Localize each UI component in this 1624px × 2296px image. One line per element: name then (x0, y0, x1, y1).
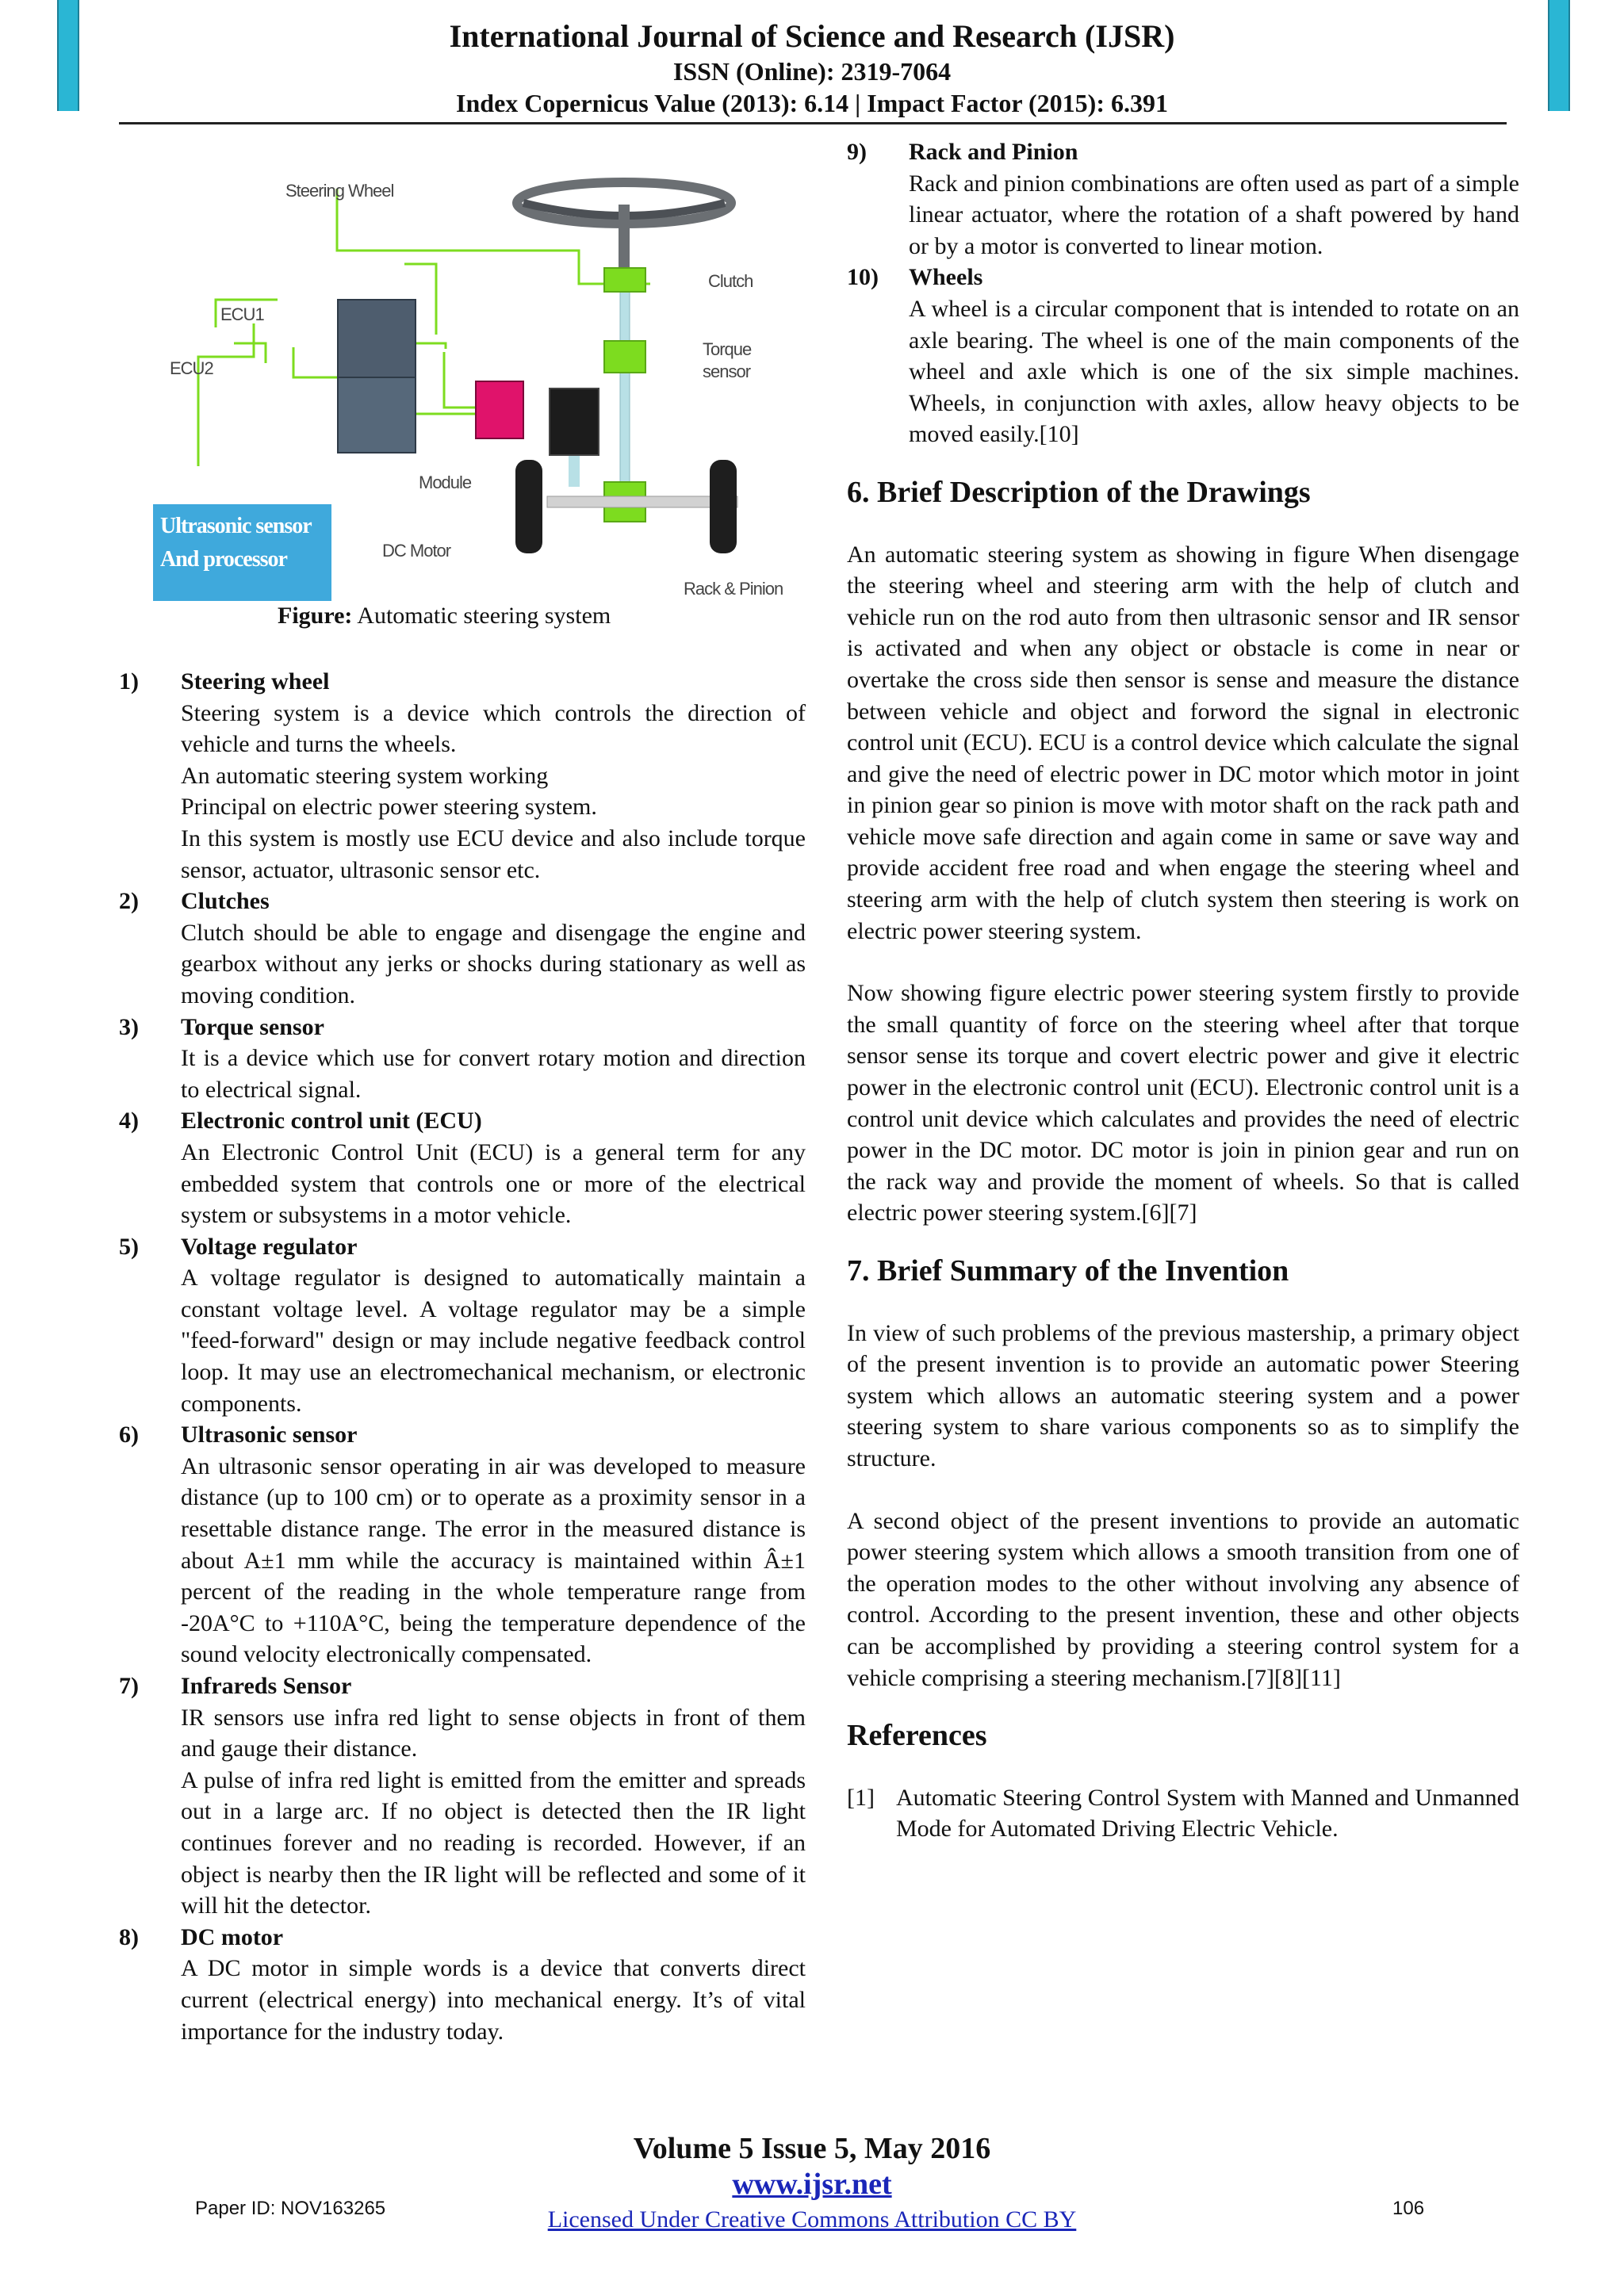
right-column (847, 136, 1519, 1845)
item-text: IR sensors use infra red light to sense objects in front of them and gauge their distance. (181, 1704, 806, 1762)
label-ecu1: ECU1 (220, 304, 264, 324)
item-title: Infrareds Sensor (181, 1673, 352, 1699)
item-number: 5) (119, 1233, 139, 1260)
footer-page-number: 106 (1392, 2198, 1425, 2219)
label-torque-2: sensor (703, 362, 751, 381)
item-number: 10) (847, 264, 879, 291)
item-title: Voltage regulator (181, 1233, 358, 1260)
reference-number: [1] (847, 1784, 875, 1811)
item-text: A pulse of infra red light is emitted from the emitter and spreads out in a large arc. If no object is detected then the IR light continues forever and no reading is recorded. However, if an object is nearby then the IR light will be reflected and some of it will hit the detector. (181, 1766, 806, 1919)
steering-column (619, 205, 630, 268)
motor-shaft (569, 455, 580, 487)
section7-heading: 7. Brief Summary of the Invention (847, 1254, 1289, 1288)
item-text: Clutch should be able to engage and disengage the engine and gearbox without any jerks or shocks during stationary as well as moving condition. (181, 919, 806, 1008)
list-item (119, 886, 806, 1011)
label-clutch: Clutch (708, 271, 753, 291)
label-module: Module (419, 473, 472, 492)
journal-title: International Journal of Science and Research (IJSR) (449, 18, 1175, 54)
figure-caption (278, 603, 611, 629)
left-items-list (119, 666, 806, 2047)
item-title: Wheels (909, 264, 983, 291)
item-number: 6) (119, 1422, 139, 1448)
label-steering-wheel: Steering Wheel (285, 181, 394, 201)
footer-site-link[interactable] (0, 2167, 1624, 2202)
caption-label: Figure: (278, 603, 353, 629)
connector-line (337, 189, 650, 284)
list-item (847, 136, 1519, 262)
dc-motor-block (550, 388, 599, 455)
steering-shaft (620, 268, 630, 514)
item-number: 2) (119, 888, 139, 915)
clutch-block (604, 268, 645, 292)
item-number: 1) (119, 668, 139, 695)
section6-heading: 6. Brief Description of the Drawings (847, 475, 1311, 509)
right-wheel (710, 460, 737, 553)
item-number: 7) (119, 1673, 139, 1699)
label-ultrasonic-2: And processor (160, 547, 287, 572)
item-text: An Electronic Control Unit (ECU) is a general term for any embedded system that controls one or more of the electrical system or subsystems in a motor vehicle. (181, 1138, 806, 1229)
rack-bar (547, 496, 737, 507)
item-title: Torque sensor (181, 1013, 324, 1040)
left-column (119, 666, 806, 2047)
header-divider (119, 122, 1507, 124)
steering-system-diagram (151, 165, 793, 609)
section6-para: An automatic steering system as showing in figure When disengage the steering wheel and steering arm with the help of clutch and vehicle run on the rod auto from then ultrasonic sensor and IR sensor is activated and when any object or obstacle is come in near or overtake the cross side then sensor is sense and measure the distance between vehicle and object and forword the signal in electronic control unit (ECU). ECU is a control device which calculate the signal and give the need of electric power in DC motor which motor in joint in pinion gear so pinion is move with motor shaft on the rack path and vehicle move safe direction and again come in same or save way and provide accident free road and when engage the steering wheel and steering arm with the help of clutch system then steering is work on electric power steering system. (847, 541, 1519, 944)
label-ecu2: ECU2 (170, 358, 213, 378)
item-number: 3) (119, 1013, 139, 1040)
section7-para: In view of such problems of the previous mastership, a primary object of the present invention is to provide an automatic power Steering system which allows an automatic steering system and a power steering system to share various components so as to simplify the structure. (847, 1319, 1519, 1471)
reference-text: Automatic Steering Control System with Manned and Unmanned Mode for Automated Driving Electric Vehicle. (896, 1784, 1519, 1843)
list-item (119, 1231, 806, 1420)
label-ultrasonic-1: Ultrasonic sensor (160, 514, 312, 538)
footer-paper-id: Paper ID: NOV163265 (195, 2198, 386, 2219)
item-text: A voltage regulator is designed to automatically maintain a constant voltage level. A voltage regulator may be a simple "feed-forward" design or may include negative feedback control loop. It may use an electromechanical mechanism, or electronic components. (181, 1265, 806, 1417)
item-text: Principal on electric power steering system. (181, 794, 597, 821)
footer-volume: Volume 5 Issue 5, May 2016 (633, 2132, 991, 2165)
torque-sensor-block (604, 341, 645, 373)
item-title: Rack and Pinion (909, 139, 1078, 165)
item-title: Clutches (181, 888, 270, 915)
label-dc-motor: DC Motor (382, 541, 451, 561)
label-rack-pinion: Rack & Pinion (684, 579, 783, 599)
section6-para: Now showing figure electric power steering system firstly to provide the small quantity of force on the steering wheel after that torque sensor sense its torque and covert electric power and give it electric power in the electronic control unit (ECU). Electronic control unit is a control unit device which calculates and provides the need of electric power in the DC motor. DC motor is join in pinion gear and run on the rack way and provide the moment of wheels. So that is called electric power steering system.[6][7] (847, 980, 1519, 1226)
item-title: Electronic control unit (ECU) (181, 1108, 482, 1135)
item-text: It is a device which use for convert rotary motion and direction to electrical signal. (181, 1045, 806, 1103)
module-block (476, 381, 523, 438)
references-heading: References (847, 1719, 987, 1753)
ecu2-block (338, 377, 416, 453)
item-text: In this system is mostly use ECU device and also include torque sensor, actuator, ultrasonic sensor etc. (181, 825, 806, 883)
list-item (119, 1012, 806, 1106)
item-number: 4) (119, 1108, 139, 1135)
label-torque-1: Torque (703, 339, 752, 359)
list-item (119, 1105, 806, 1230)
footer-license-text[interactable]: Licensed Under Creative Commons Attribution CC BY (547, 2206, 1077, 2233)
right-items-list (847, 136, 1519, 450)
item-title: DC motor (181, 1923, 284, 1950)
item-text: An automatic steering system working (181, 762, 549, 789)
journal-index: Index Copernicus Value (2013): 6.14 | Impact Factor (2015): 6.391 (456, 89, 1168, 117)
item-title: Steering wheel (181, 668, 330, 695)
connector-line (234, 343, 266, 363)
section7-para: A second object of the present inventions to provide an automatic power steering system which allows a smooth transition from one of the operation modes to the other without involving any absence of control. According to the present invention, these and other objects can be accomplished by providing a steering control system for a vehicle comprising a steering mechanism.[7][8][11] (847, 1507, 1519, 1691)
ecu1-block (338, 300, 416, 377)
left-wheel (515, 460, 542, 553)
item-title: Ultrasonic sensor (181, 1422, 358, 1448)
item-text: An ultrasonic sensor operating in air was developed to measure distance (up to 100 cm) or to operate as a proximity sensor in a resettable distance range. The error in the measured distance is about A±1 mm while the accuracy is maintained within Â±1 percent of the reading in the whole temperature range from -20A°C to +110A°C, being the temperature dependence of the sound velocity electronically compensated. (181, 1452, 806, 1668)
item-text: A DC motor in simple words is a device that converts direct current (electrical energy) into mechanical energy. It’s of vital importance for the industry today. (181, 1955, 806, 2045)
list-item (847, 262, 1519, 450)
list-item (119, 666, 806, 886)
item-text: Steering system is a device which controls the direction of vehicle and turns the wheels. (181, 699, 806, 758)
reference-item (847, 1782, 1519, 1845)
item-text: A wheel is a circular component that is intended to rotate on an axle bearing. The wheel is one of the main components of the wheel and axle which is one of the six simple machines. Wheels, in conjunction with axles, allow heavy objects to be moved easily.[10] (909, 295, 1519, 448)
caption-text: Automatic steering system (352, 603, 611, 629)
item-number: 9) (847, 139, 867, 165)
item-text: Rack and pinion combinations are often used as part of a simple linear actuator, where the rotation of a shaft powered by hand or by a motor is converted to linear motion. (909, 170, 1519, 259)
steering-system-figure (151, 165, 793, 609)
list-item (119, 1419, 806, 1670)
item-number: 8) (119, 1923, 139, 1950)
journal-issn: ISSN (Online): 2319-7064 (672, 57, 952, 86)
list-item (119, 1670, 806, 1922)
footer-site-text[interactable]: www.ijsr.net (732, 2168, 892, 2201)
list-item (119, 1922, 806, 2047)
